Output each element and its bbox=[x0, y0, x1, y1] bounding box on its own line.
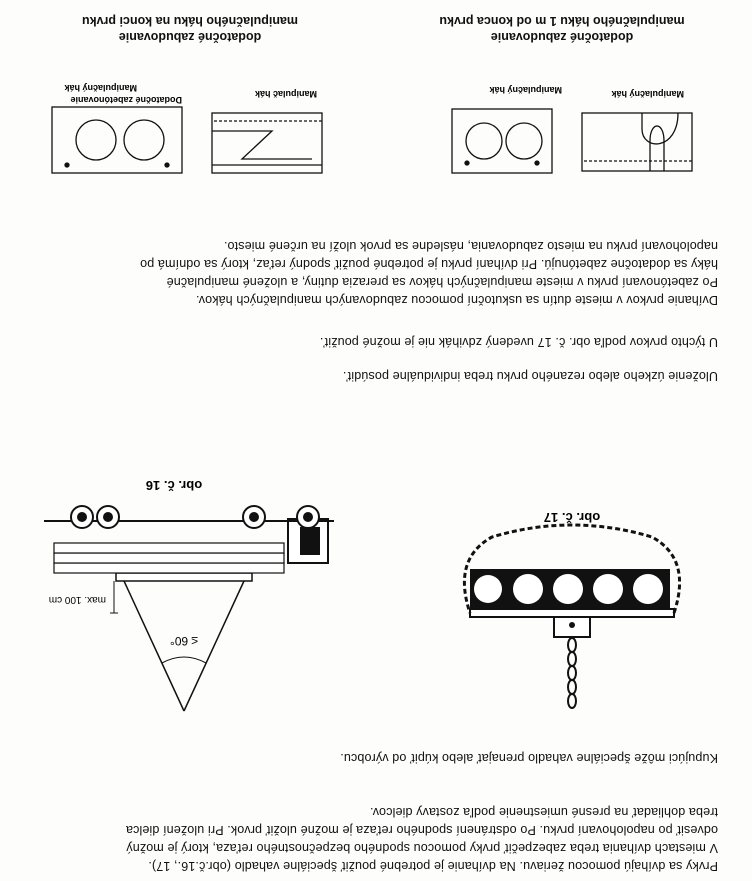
detail-hook-end-right bbox=[52, 107, 182, 173]
hook-detail-diagrams bbox=[32, 61, 712, 191]
right-diagram-header bbox=[40, 13, 340, 45]
sling-angle-label: ≤ 60° bbox=[169, 634, 199, 648]
hook-label-c: Manipulač hák bbox=[254, 89, 317, 99]
hook-label-a: Manipulačný hák bbox=[611, 89, 684, 99]
holes-line: napolohovaní prvku na miesto zabudovania, následne sa prvok uloží na určené miesto. bbox=[223, 239, 718, 253]
left-header-line: manipulačného háku 1 m od konca prvku bbox=[439, 14, 685, 28]
left-diagram-header bbox=[412, 13, 712, 45]
figure-17-illustration bbox=[372, 509, 692, 709]
intro-line: V miestach dvíhania treba zabezpečiť prvky pomocou spodného bezpečnostného reťaza, ktorý je možný bbox=[126, 841, 718, 855]
concrete-label: Dodatočné zabetónovanie bbox=[70, 95, 182, 105]
intro-line: Prvky sa dvíhajú pomocou žeriavu. Na dvíhanie je potrebné použiť špeciálne vahadlo (obr.č.16., 17). bbox=[148, 859, 718, 873]
detail-hook-1m-left bbox=[582, 113, 692, 171]
figure-16-illustration bbox=[34, 471, 344, 721]
holes-line: Po zabetónovaní prvku v mieste manipulačných hákov sa prerazia dutiny, a uložené manipulačné bbox=[166, 275, 718, 289]
figure-17-caption: obr. č. 17 bbox=[543, 510, 601, 525]
right-header-line: manipulačného háku na konci prvku bbox=[81, 14, 299, 28]
left-header-line: dodatočné zabudovanie bbox=[490, 30, 634, 44]
intro-line: odvesiť po napolohovaní prvku. Po odstránení spodného reťaza je možné uložiť prvok. Pri uložení dielca bbox=[125, 823, 718, 837]
narrow-element-note: Uloženie úzkeho alebo rezaného prvku treba individuálne posúdiť. bbox=[342, 369, 718, 383]
holes-line: Dvíhanie prvkov v mieste dutín sa uskutoční pomocou zabudovaných manipulačných hákov. bbox=[195, 293, 718, 307]
spreader-beam bbox=[470, 609, 674, 617]
intro-paragraph bbox=[38, 803, 718, 875]
distance-label: max. 100 cm bbox=[48, 594, 106, 605]
lifting-chain bbox=[568, 638, 576, 708]
holes-paragraph bbox=[38, 237, 718, 309]
hook-label-d: Manipulačný hák bbox=[64, 83, 137, 93]
figure-16-caption: obr. č. 16 bbox=[145, 478, 203, 493]
intro-line: treba dohliadať na presné umiestnenie podľa zostavy dielcov. bbox=[369, 805, 718, 819]
buyer-note: Kupujúci môže špeciálne vahadlo prenajať alebo kúpiť od výrobcu. bbox=[340, 751, 718, 765]
holes-line: háky sa dodatočne zabetónujú. Pri dvíhaní prvku je potrebné použiť spodný reťaz, ktorý sa odnímá po bbox=[139, 257, 718, 271]
detail-hook-1m-right bbox=[452, 109, 552, 173]
right-header-line: dodatočné zabudovanie bbox=[118, 30, 262, 44]
no-lift-note: U týchto prvkov podľa obr. č. 17 uvedený zdvihák nie je možné použiť. bbox=[319, 335, 718, 349]
lifting-beam bbox=[116, 573, 252, 581]
detail-hook-end-left bbox=[212, 113, 322, 173]
hook-label-b: Manipulačný hák bbox=[489, 85, 562, 95]
